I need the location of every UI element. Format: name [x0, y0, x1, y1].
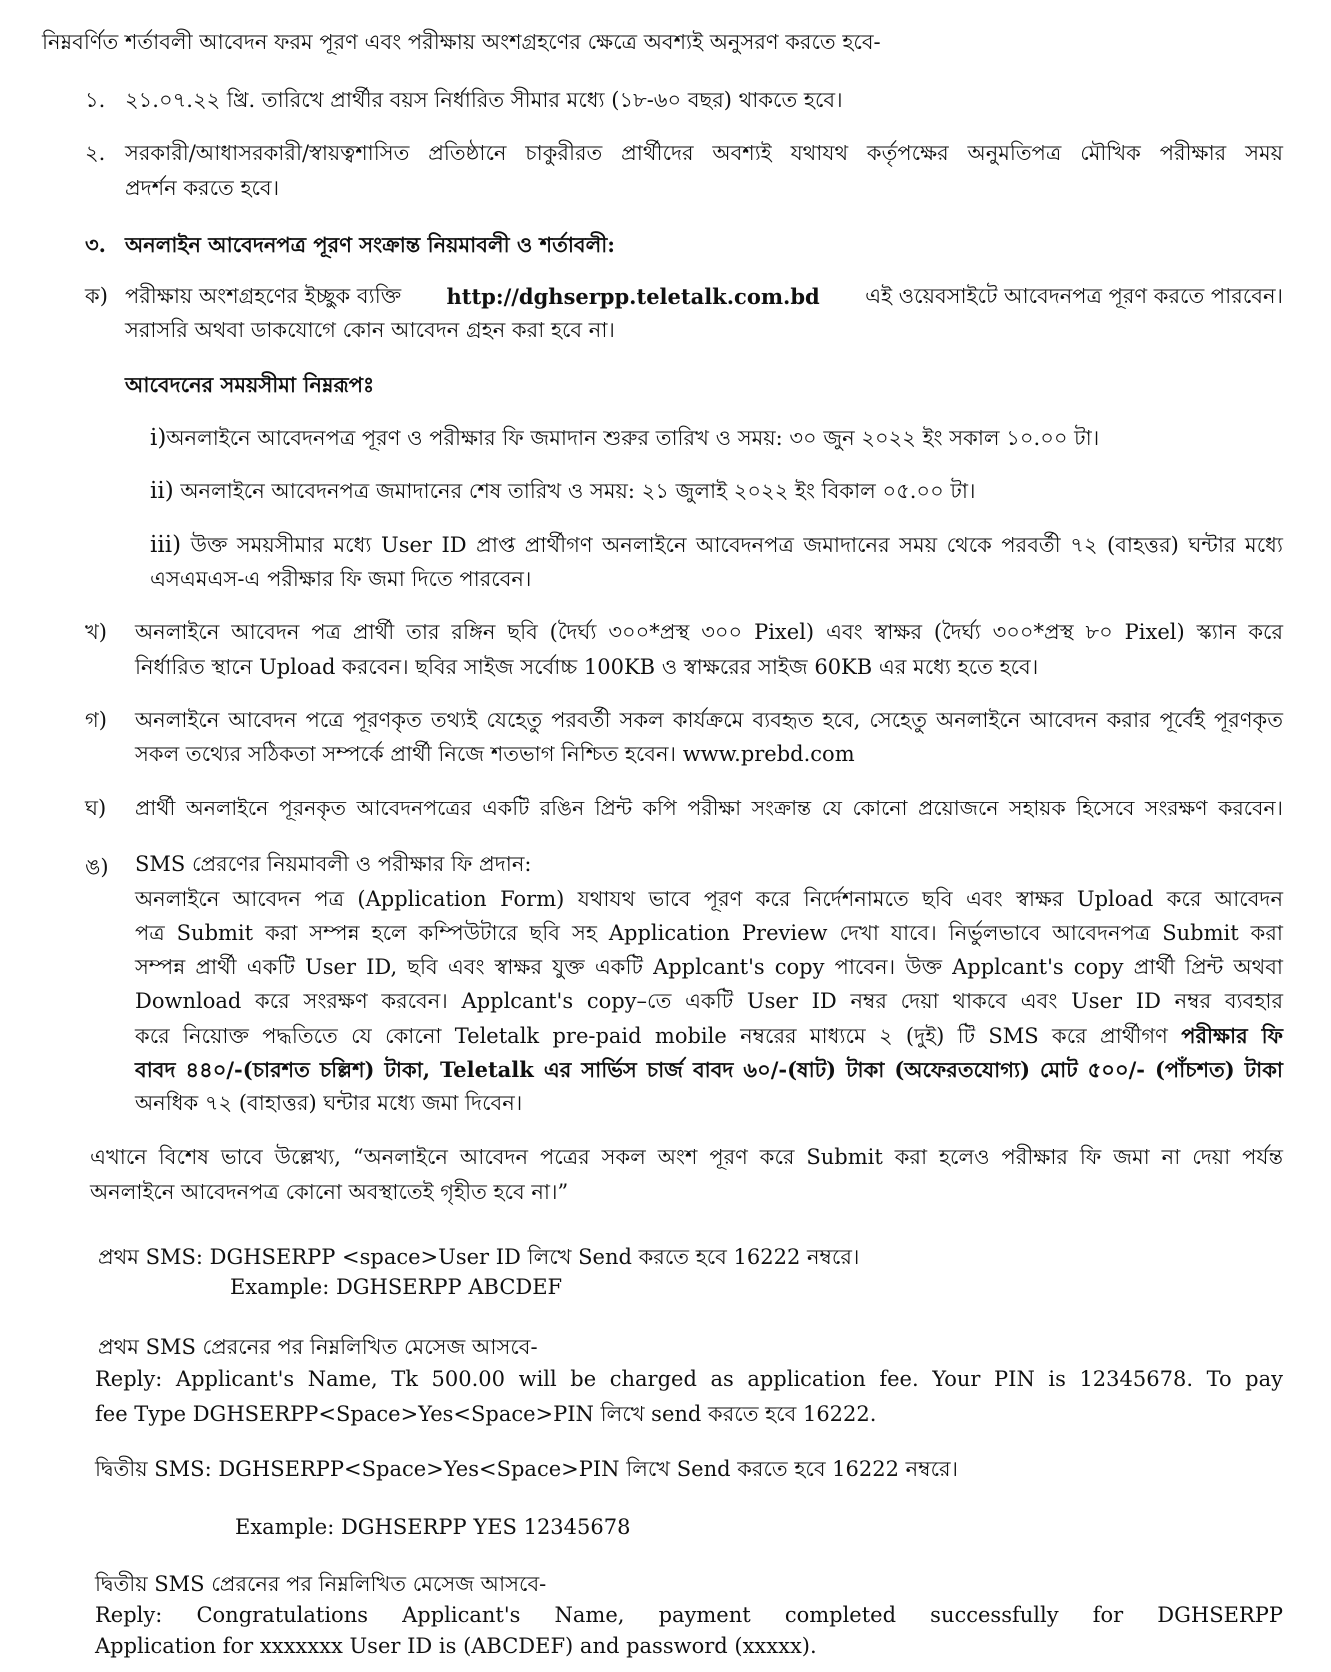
item-2-number: ২.	[85, 141, 106, 165]
sms-1-instruction: প্রথম SMS: DGHSERPP <space>User ID লিখে Send করতে হবে 16222 নম্বরে।	[98, 1245, 860, 1269]
deadline-iii-line-2: এসএমএস-এ পরীক্ষার ফি জমা দিতে পারবেন।	[150, 567, 532, 591]
deadline-ii-number: ii)	[150, 478, 174, 504]
item-ka-label: ক)	[85, 284, 108, 308]
item-ga-line-1: অনলাইনে আবেদন পত্রে পূরণকৃত তথ্যই যেহেতু পরবর্তী সকল কার্যক্রমে ব্যবহৃত হবে, সেহেতু অনলাইনে আবেদন করার পূর্বেই পূরণকৃত	[135, 708, 1283, 732]
prebd-site: www.prebd.com	[682, 742, 855, 766]
sms-1-example: Example: DGHSERPP ABCDEF	[230, 1275, 563, 1299]
sms-1-reply-line-1: Reply: Applicant's Name, Tk 500.00 will be charged as application fee. Your PIN is 12345678. To pay	[95, 1367, 1283, 1391]
item-ka-line-1-b: এই ওয়েবসাইটে আবেদনপত্র পূরণ করতে পারবেন।	[865, 284, 1283, 308]
item-1-number: ১.	[85, 88, 106, 112]
item-gha-label: ঘ)	[85, 796, 107, 820]
deadline-iii-text: উক্ত সময়সীমার মধ্যে User ID প্রাপ্ত প্রার্থীগণ অনলাইনে আবেদনপত্র জমাদানের সময় থেকে পরবর্তী ৭২ (বাহত্তর) ঘন্টার মধ্যে	[190, 533, 1283, 557]
item-3-number: ৩.	[85, 232, 106, 257]
sms-rules-line-1: অনলাইনে আবেদন পত্র (Application Form) যথাযথ ভাবে পূরণ করে নির্দেশনামতে ছবি এবং স্বাক্ষর Upload করে আবেদন	[135, 887, 1283, 911]
sms-rules-line-5	[135, 1023, 1283, 1049]
sms-rules-heading: SMS প্রেরণের নিয়মাবলী ও পরীক্ষার ফি প্রদান:	[135, 852, 532, 876]
item-3-heading: অনলাইন আবেদনপত্র পূরণ সংক্রান্ত নিয়মাবলী ও শর্তাবলী:	[125, 232, 616, 257]
item-ka-line-2: সরাসরি অথবা ডাকযোগে কোন আবেদন গ্রহন করা হবে না।	[125, 318, 615, 342]
sms-rules-line-2: পত্র Submit করা সম্পন্ন হলে কম্পিউটারে ছবি সহ Application Preview দেখা যাবে। নির্ভুলভাবে আবেদনপত্র Submit করা	[135, 921, 1283, 945]
item-kha-label: খ)	[85, 620, 107, 644]
sms-rules-line-6: বাবদ ৪৪০/-(চারশত চল্লিশ) টাকা, Teletalk এর সার্ভিস চার্জ বাবদ ৬০/-(ষাট) টাকা (অফেরতযোগ্য) মোট ৫০০/- (পাঁচশত) টাকা	[135, 1057, 1283, 1082]
notice-line-2: অনলাইনে আবেদনপত্র কোনো অবস্থাতেই গৃহীত হবে না।”	[90, 1180, 569, 1204]
sms-rules-line-3: সম্পন্ন প্রার্থী একটি User ID, ছবি এবং স্বাক্ষর যুক্ত একটি Applcant's copy পাবেন। উক্ত Applcant's copy প্রার্থী প্রিন্ট অথবা	[135, 955, 1283, 979]
item-1-text: ২১.০৭.২২ খ্রি. তারিখে প্রার্থীর বয়স নির্ধারিত সীমার মধ্যে (১৮-৬০ বছর) থাকতে হবে।	[125, 88, 843, 112]
deadline-heading: আবেদনের সময়সীমা নিম্নরূপঃ	[125, 372, 375, 397]
notice-line-1: এখানে বিশেষ ভাবে উল্লেখ্য, “অনলাইনে আবেদন পত্রের সকল অংশ পূরণ করে Submit করা হলেও পরীক্ষার ফি জমা না দেয়া পর্যন্ত	[90, 1145, 1283, 1169]
item-2-line-1: সরকারী/আধাসরকারী/স্বায়ত্বশাসিত প্রতিষ্ঠানে চাকুরীরত প্রার্থীদের অবশ্যই যথাযথ কর্তৃপক্ষের অনুমতিপত্র মৌখিক পরীক্ষার সময়	[125, 141, 1283, 165]
item-kha-line-2: নির্ধারিত স্থানে Upload করবেন। ছবির সাইজ সর্বোচ্চ 100KB ও স্বাক্ষরের সাইজ 60KB এর মধ্যে হতে হবে।	[135, 655, 1039, 679]
deadline-iii-number: iii)	[150, 532, 182, 558]
deadline-ii	[150, 478, 975, 506]
sms-2-instruction: দ্বিতীয় SMS: DGHSERPP<Space>Yes<Space>PIN লিখে Send করতে হবে 16222 নম্বরে।	[95, 1457, 959, 1481]
sms-2-reply-heading: দ্বিতীয় SMS প্রেরনের পর নিম্নলিখিত মেসেজ আসবে-	[95, 1572, 547, 1596]
sms-2-reply-line-1: Reply: Congratulations Applicant's Name, payment completed successfully for DGHSERPP	[95, 1603, 1283, 1627]
sms-rules-line-5-a: করে নিয়োক্ত পদ্ধতিতে যে কোনো Teletalk pre-paid mobile নম্বরের মাধ্যমে ২ (দুই) টি SMS করে প্রার্থীগণ	[135, 1024, 1168, 1048]
sms-1-reply-line-2: fee Type DGHSERPP<Space>Yes<Space>PIN লিখে send করতে হবে 16222.	[95, 1402, 877, 1426]
deadline-i	[150, 425, 1099, 453]
sms-2-reply-line-2: Application for xxxxxxx User ID is (ABCDEF) and password (xxxxx).	[95, 1634, 817, 1658]
sms-rules-line-5-b: পরীক্ষার ফি	[1181, 1023, 1283, 1048]
item-kha-line-1: অনলাইনে আবেদন পত্র প্রার্থী তার রঙ্গিন ছবি (দৈর্ঘ্য ৩০০*প্রস্থ ৩০০ Pixel) এবং স্বাক্ষর (দৈর্ঘ্য ৩০০*প্রস্থ ৮০ Pixel) স্ক্যান করে	[135, 620, 1283, 644]
item-gha-line-1: প্রার্থী অনলাইনে পূরনকৃত আবেদনপত্রের একটি রঙিন প্রিন্ট কপি পরীক্ষা সংক্রান্ত যে কোনো প্রয়োজনে সহায়ক হিসেবে সংরক্ষণ করবেন।	[135, 796, 1283, 820]
item-ka-line-1	[125, 284, 1283, 309]
item-ga-label: গ)	[85, 708, 107, 732]
sms-rules-line-4: Download করে সংরক্ষণ করবেন। Applcant's copy–তে একটি User ID নম্বর দেয়া থাকবে এবং User ID নম্বর ব্যবহার	[135, 989, 1283, 1013]
item-uma-label: ঙ)	[85, 855, 109, 879]
deadline-ii-text: অনলাইনে আবেদনপত্র জমাদানের শেষ তারিখ ও সময়: ২১ জুলাই ২০২২ ইং বিকাল ০৫.০০ টা।	[180, 479, 976, 503]
deadline-i-number: i)	[150, 425, 167, 451]
item-ga-line-2-text: সকল তথ্যের সঠিকতা সম্পর্কে প্রার্থী নিজে শতভাগ নিশ্চিত হবেন।	[135, 742, 677, 766]
intro-text: নিম্নবর্ণিত শর্তাবলী আবেদন ফরম পূরণ এবং পরীক্ষায় অংশগ্রহণের ক্ষেত্রে অবশ্যই অনুসরণ করতে হবে-	[42, 30, 881, 54]
sms-rules-line-7: অনধিক ৭২ (বাহাত্তর) ঘন্টার মধ্যে জমা দিবেন।	[135, 1091, 523, 1115]
item-ka-line-1-a: পরীক্ষায় অংশগ্রহণের ইচ্ছুক ব্যক্তি	[125, 284, 402, 308]
deadline-i-text: অনলাইনে আবেদনপত্র পূরণ ও পরীক্ষার ফি জমাদান শুরুর তারিখ ও সময়: ৩০ জুন ২০২২ ইং সকাল ১০.০০ টা।	[166, 426, 1100, 450]
deadline-iii-line-1	[150, 532, 1283, 560]
sms-1-reply-heading: প্রথম SMS প্রেরনের পর নিম্নলিখিত মেসেজ আসবে-	[98, 1335, 538, 1359]
teletalk-url: http://dghserpp.teletalk.com.bd	[446, 284, 820, 309]
item-ga-line-2	[135, 742, 855, 767]
item-2-line-2: প্রদর্শন করতে হবে।	[125, 176, 280, 200]
sms-2-example: Example: DGHSERPP YES 12345678	[235, 1515, 631, 1539]
